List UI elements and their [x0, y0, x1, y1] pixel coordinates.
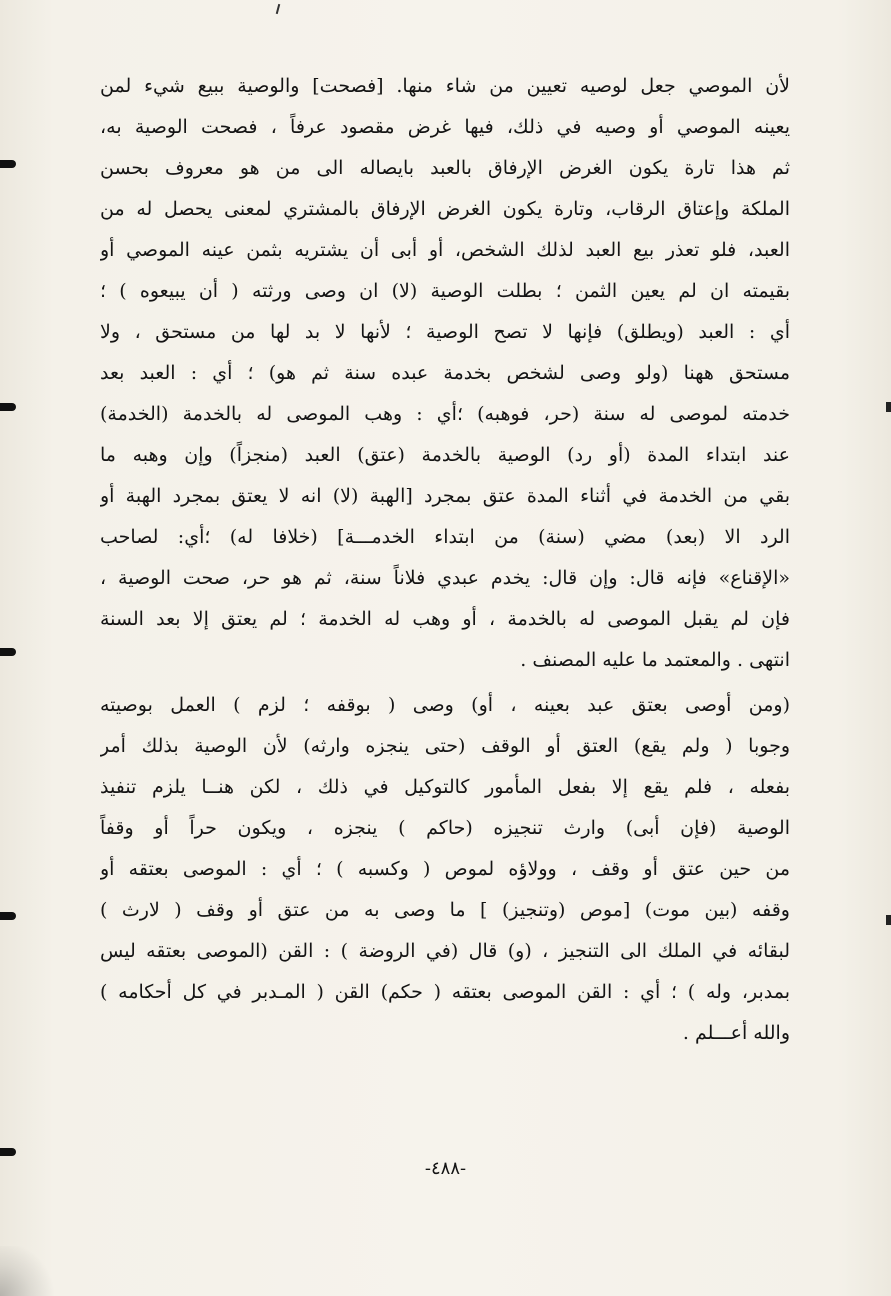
- text-line: بقيمته ان لم يعين الثمن ؛ بطلت الوصية (لا) ان وصى ورثته ( أن يبيعوه ) ؛: [100, 280, 790, 302]
- text-line: وقفه (بين موت) [موص (وتنجيز) ] ما وصى به من عتق أو وقف ( لارث ): [100, 899, 790, 921]
- text-line: انتهى . والمعتمد ما عليه المصنف .: [520, 649, 790, 671]
- margin-mark: [0, 403, 16, 411]
- scan-speckle: [0, 1246, 60, 1296]
- text-line: ثم هذا تارة يكون الغرض الإرفاق بالعبد بايصاله الى من هو معروف بحسن: [100, 157, 790, 179]
- text-line: بفعله ، فلم يقع إلا بفعل المأمور كالتوكيل في ذلك ، لكن هنــا يلزم تنفيذ: [100, 776, 790, 798]
- text-line: بمدبر، وله ) ؛ أي : القن الموصى بعتقه ( حكم) القن ( المـدبر في كل أحكامه ): [100, 981, 790, 1003]
- text-line: والله أعـــلم .: [682, 1022, 790, 1044]
- margin-mark: [0, 912, 16, 920]
- margin-mark: [0, 160, 16, 168]
- text-line: الملكة وإعتاق الرقاب، وتارة يكون الغرض الإرفاق بالمشتري لمعنى يحصل له من: [100, 198, 790, 220]
- text-line: لبقائه في الملك الى التنجيز ، (و) قال (في الروضة ) : القن (الموصى بعتقه ليس: [100, 940, 790, 962]
- text-line: خدمته لموصى له سنة (حر، فوهبه) ؛أي : وهب الموصى له بالخدمة (الخدمة): [100, 403, 790, 425]
- text-line: من حين عتق أو وقف ، وولاؤه لموص ( وكسبه ) ؛ أي : الموصى بعتقه أو: [100, 858, 790, 880]
- margin-mark: [0, 648, 16, 656]
- text-line: عند ابتداء المدة (أو رد) الوصية بالخدمة (عتق) العبد (منجزاً) وإن وهبه ما: [100, 444, 790, 466]
- text-line: مستحق ههنا (ولو وصى لشخص بخدمة عبده سنة ثم هو) ؛ أي : العبد بعد: [100, 362, 790, 384]
- scan-mark: [276, 4, 281, 14]
- text-line: يعينه الموصي أو وصيه في ذلك، فيها غرض مقصود عرفاً ، فصحت الوصية به،: [100, 116, 790, 138]
- text-line: (ومن أوصى بعتق عبد بعينه ، أو) وصى ( بوقفه ؛ لزم ) العمل بوصيته: [100, 694, 790, 716]
- text-line: فإن لم يقبل الموصى له بالخدمة ، أو وهب له الخدمة ؛ لم يعتق إلا بعد السنة: [100, 608, 790, 630]
- edge-mark: [886, 915, 891, 925]
- text-line: الرد الا (بعد) مضي (سنة) من ابتداء الخدمـــة] (خلافا له) ؛أي: لصاحب: [100, 526, 790, 548]
- edge-mark: [886, 402, 891, 412]
- body-text: [100, 66, 790, 1054]
- paragraph-2: [100, 685, 790, 1054]
- page-number: -٤٨٨-: [424, 1158, 467, 1179]
- text-line: وجوبا ( ولم يقع) العتق أو الوقف (حتى ينجزه وارثه) لأن الوصية بذلك أمر: [100, 735, 790, 757]
- text-line: العبد، فلو تعذر بيع العبد لذلك الشخص، أو أبى أن يشتريه بثمن عينه الموصي أو: [100, 239, 790, 261]
- text-line: الوصية (فإن أبى) وارث تنجيزه (حاكم ) ينجزه ، ويكون حراً أو وقفاً: [100, 817, 790, 839]
- text-line: أي : العبد (ويطلق) فإنها لا تصح الوصية ؛ لأنها لا بد لها من مستحق ، ولا: [100, 321, 790, 343]
- margin-mark: [0, 1148, 16, 1156]
- text-line: بقي من الخدمة في أثناء المدة عتق بمجرد [الهبة (لا) انه لا يعتق بمجرد الهبة أو: [100, 485, 790, 507]
- text-line: «الإقناع» فإنه قال: وإن قال: يخدم عبدي فلاناً سنة، ثم هو حر، صحت الوصية ،: [100, 567, 790, 589]
- text-line: لأن الموصي جعل لوصيه تعيين من شاء منها. [فصحت] والوصية ببيع شيء لمن: [100, 75, 790, 97]
- paragraph-1: [100, 66, 790, 681]
